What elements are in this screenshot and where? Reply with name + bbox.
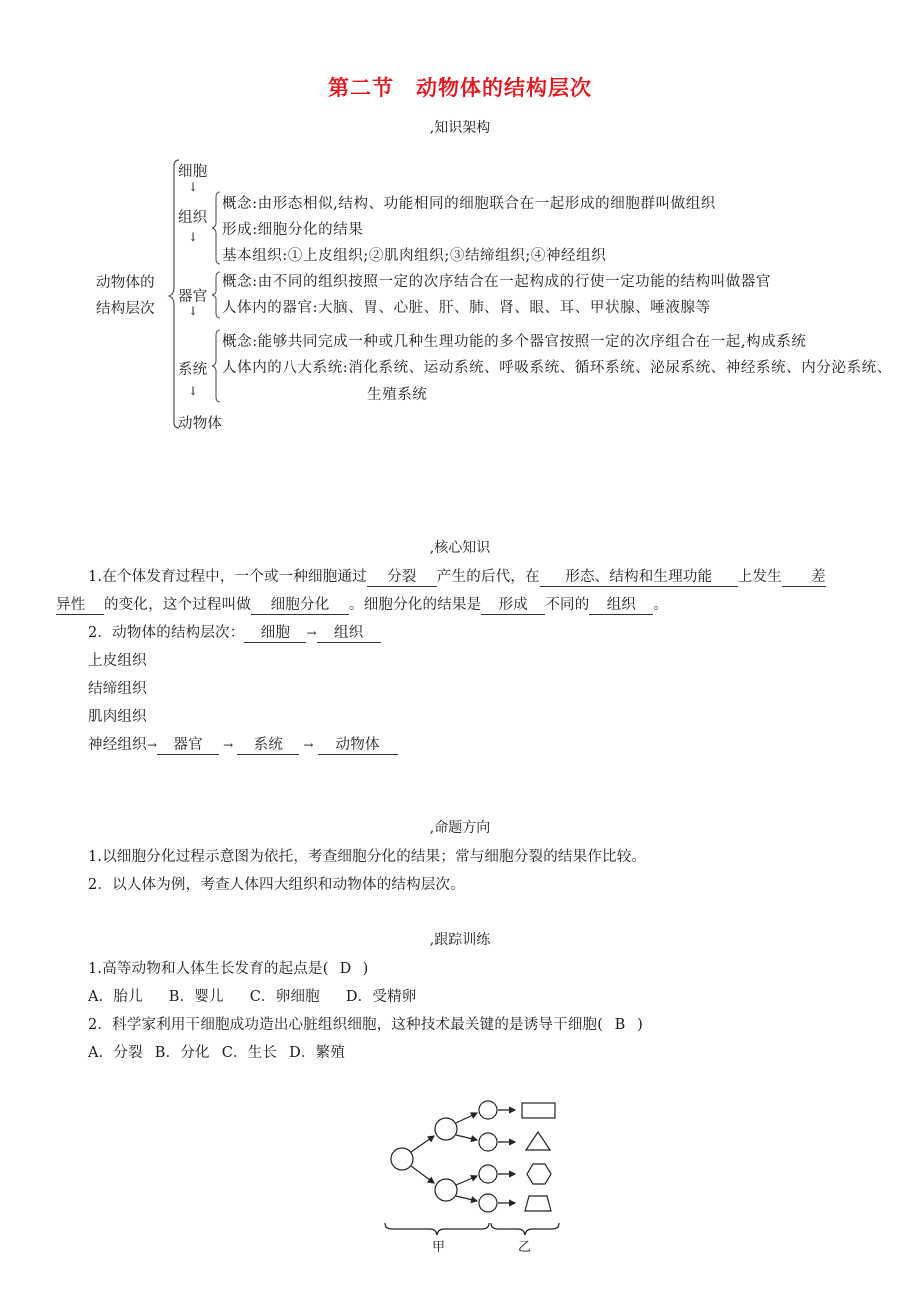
- title-section-number: 第二节: [328, 76, 394, 100]
- cell-differentiation-diagram: [380, 1095, 580, 1255]
- answer-choice: D: [339, 961, 352, 977]
- brace-yi-icon: [491, 1223, 559, 1235]
- option: C．卵细胞: [249, 989, 320, 1005]
- daughter-cell-icon: [435, 1118, 457, 1140]
- arrow-down-icon: ↓: [188, 180, 199, 194]
- tissue-list-item: 结缔组织: [88, 681, 147, 697]
- daughter-cell-icon: [435, 1179, 457, 1201]
- answer-blank: 形态、结构和生理功能: [540, 569, 738, 587]
- brace-jia-icon: [385, 1223, 489, 1235]
- level-system: 系统: [178, 362, 208, 378]
- answer-blank: 动物体: [318, 737, 398, 755]
- arrow-right-icon: →: [146, 738, 158, 752]
- title-topic: 动物体的结构层次: [416, 76, 592, 100]
- option: D．繁殖: [289, 1045, 346, 1061]
- training-q1-stem: 1.高等动物和人体生长发育的起点是( D ): [88, 961, 369, 977]
- option: A．分裂: [88, 1045, 143, 1061]
- arrow-down-icon: ↓: [188, 304, 199, 318]
- triangle-tissue-icon: [526, 1132, 550, 1150]
- system-concept: 概念:能够共同完成一种或几种生理功能的多个器官按照一定的次序组合在一起,构成系统: [222, 334, 807, 350]
- cell-icon: [479, 1194, 497, 1212]
- level-animal: 动物体: [178, 416, 223, 432]
- option: A．胎儿: [88, 989, 143, 1005]
- answer-blank: 差: [782, 569, 826, 587]
- training-q2-options: [88, 1041, 345, 1062]
- arrow-down-icon: ↓: [188, 384, 199, 398]
- core-q1-line1: 1.在个体发育过程中，一个或一种细胞通过 分裂 产生的后代，在 形态、结构和生理功能 上发生 差: [88, 569, 826, 585]
- section-heading-core: ,核心知识: [429, 540, 491, 556]
- cell-icon: [479, 1101, 497, 1119]
- parent-cell-icon: [391, 1148, 413, 1170]
- root-line-2: 结构层次: [96, 301, 155, 317]
- core-q2-line: 2．动物体的结构层次： 细胞 → 组织: [88, 621, 381, 643]
- answer-blank: 系统: [237, 737, 299, 755]
- rectangle-tissue-icon: [522, 1103, 555, 1118]
- answer-blank: 组织: [317, 625, 381, 643]
- level-cell: 细胞: [178, 164, 208, 180]
- answer-blank: 异性: [56, 597, 104, 615]
- answer-blank: 器官: [157, 737, 219, 755]
- page-title: [0, 72, 920, 102]
- arrow-right-icon: →: [303, 738, 314, 752]
- arrow-right-icon: →: [223, 738, 234, 752]
- level-organ: 器官: [178, 289, 208, 305]
- tissue-list-item: 肌肉组织: [88, 709, 147, 725]
- figure-label-yi: 乙: [518, 1240, 532, 1255]
- level-tissue: 组织: [178, 210, 208, 226]
- tissue-basic-types: 基本组织:①上皮组织;②肌肉组织;③结缔组织;④神经组织: [222, 248, 607, 264]
- cell-icon: [479, 1133, 497, 1151]
- tissue-list-item: 上皮组织: [88, 653, 147, 669]
- section-heading-direction: ,命题方向: [429, 820, 491, 836]
- training-q1-options: [88, 985, 417, 1006]
- tissue-formation: 形成:细胞分化的结果: [222, 222, 364, 238]
- training-q2-stem: 2．科学家利用干细胞成功造出心脏组织细胞，这种技术最关键的是诱导干细胞( B ): [88, 1017, 643, 1033]
- option: B．婴儿: [168, 989, 224, 1005]
- answer-choice: B: [614, 1017, 626, 1033]
- answer-blank: 细胞分化: [251, 597, 349, 615]
- system-eight-systems: 人体内的八大系统:消化系统、运动系统、呼吸系统、循环系统、泌尿系统、神经系统、内分泌系统、: [222, 360, 892, 376]
- arrow-down-icon: ↓: [188, 230, 199, 244]
- cell-icon: [479, 1165, 497, 1183]
- option: D．受精卵: [345, 989, 417, 1005]
- section-heading-framework: ,知识架构: [429, 120, 491, 136]
- organ-examples: 人体内的器官:大脑、胃、心脏、肝、肺、肾、眼、耳、甲状腺、唾液腺等: [222, 300, 711, 316]
- answer-blank: 分裂: [367, 569, 437, 587]
- answer-blank: 细胞: [244, 625, 306, 643]
- figure-label-jia: 甲: [432, 1240, 446, 1255]
- section-heading-training: ,跟踪训练: [429, 932, 491, 948]
- direction-item: 1.以细胞分化过程示意图为依托，考查细胞分化的结果；常与细胞分裂的结果作比较。: [88, 849, 647, 865]
- system-eight-systems-cont: 生殖系统: [367, 387, 428, 403]
- hexagon-tissue-icon: [527, 1164, 551, 1184]
- trapezoid-tissue-icon: [525, 1196, 551, 1211]
- core-q2-chain: 神经组织→ 器官 → 系统 → 动物体: [88, 733, 398, 755]
- organ-concept: 概念:由不同的组织按照一定的次序结合在一起构成的行使一定功能的结构叫做器官: [222, 274, 772, 290]
- option: C．生长: [221, 1045, 278, 1061]
- root-line-1: 动物体的: [96, 275, 155, 291]
- arrow-right-icon: →: [306, 626, 317, 640]
- system-brace-icon: [210, 328, 222, 404]
- tissue-concept: 概念:由形态相似,结构、功能相同的细胞联合在一起形成的细胞群叫做组织: [222, 196, 716, 212]
- option: B．分化: [154, 1045, 210, 1061]
- answer-blank: 形成: [481, 597, 545, 615]
- tissue-brace-icon: [210, 190, 222, 266]
- core-q1-line2: 异性 的变化，这个过程叫做 细胞分化 。细胞分化的结果是 形成 不同的 组织 。: [56, 597, 669, 613]
- direction-item: 2．以人体为例，考查人体四大组织和动物体的结构层次。: [88, 877, 465, 893]
- answer-blank: 组织: [589, 597, 653, 615]
- organ-brace-icon: [210, 270, 222, 320]
- framework-root: [96, 270, 155, 322]
